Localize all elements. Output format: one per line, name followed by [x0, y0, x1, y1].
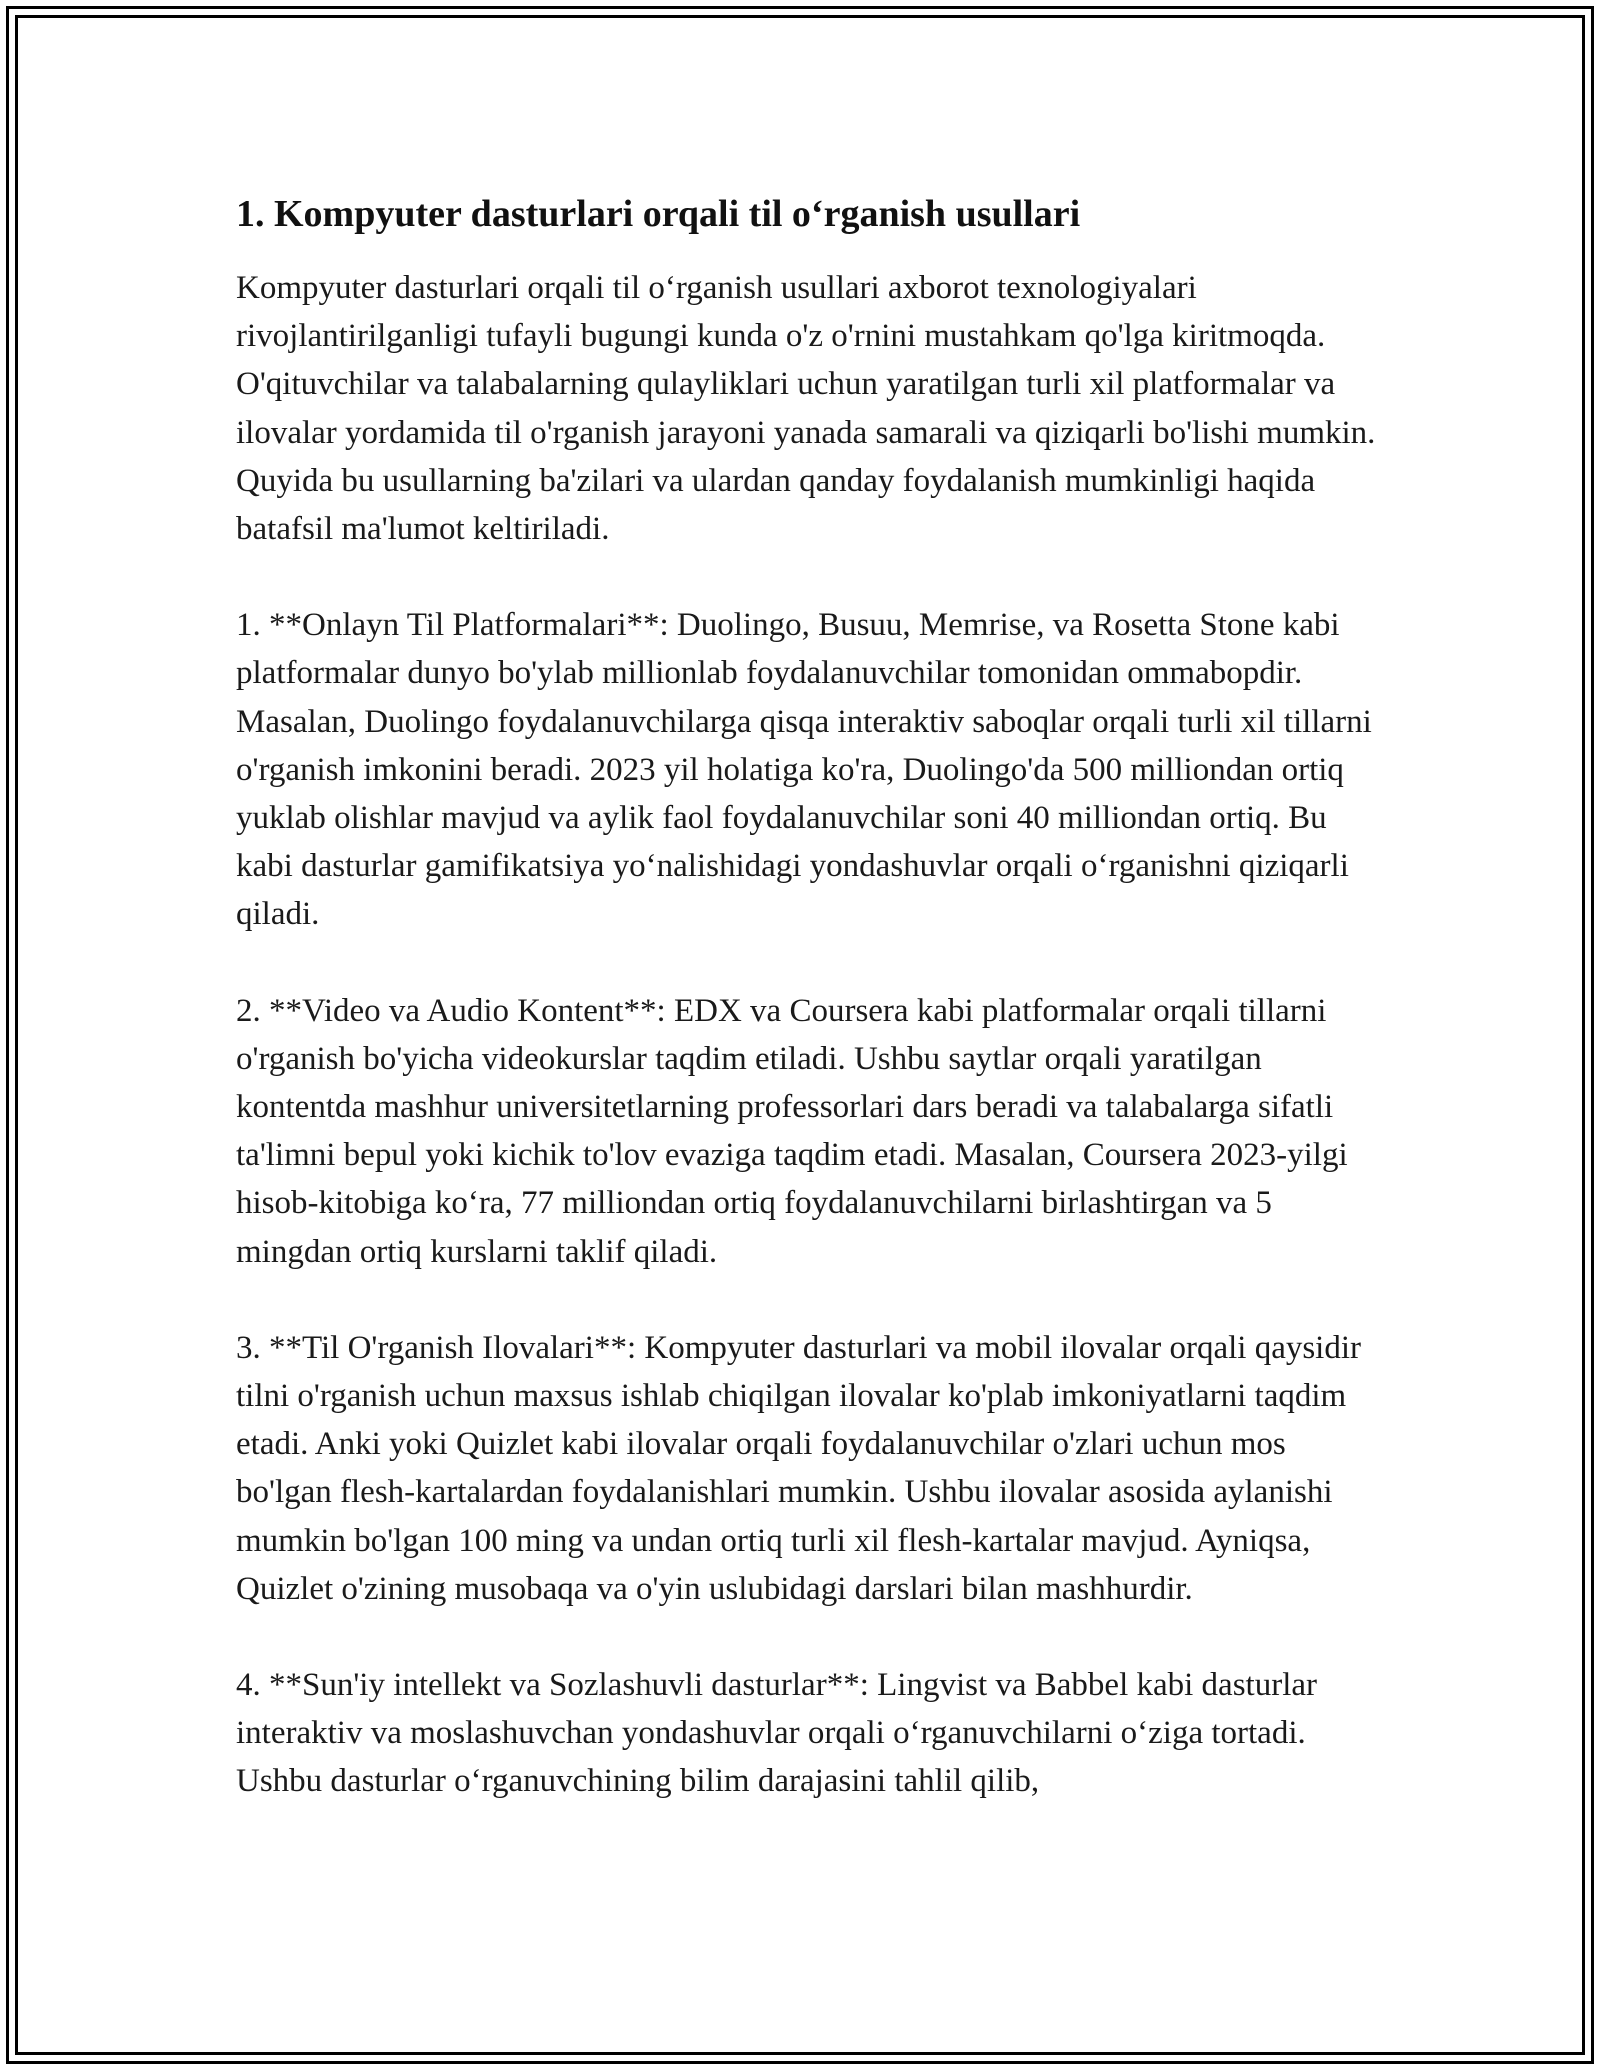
- paragraph-online-platforms: 1. **Onlayn Til Platformalari**: Duolingo, Busuu, Memrise, va Rosetta Stone kabi platformalar dunyo bo'ylab millionlab foydalanuvchilar tomonidan ommabopdir. Masalan, Duolingo foydalanuvchilarga qisqa interaktiv saboqlar orqali turli xil tillarni o'rganish imkonini beradi. 2023 yil holatiga ko'ra, Duolingo'da 500 milliondan ortiq yuklab olishlar mavjud va aylik faol foydalanuvchilar soni 40 milliondan ortiq. Bu kabi dasturlar gamifikatsiya yo‘nalishidagi yondashuvlar orqali o‘rganishni qiziqarli qiladi.: [236, 607, 1372, 933]
- paragraph-video-audio: 2. **Video va Audio Kontent**: EDX va Coursera kabi platformalar orqali tillarni o'rganish bo'yicha videokurslar taqdim etiladi. Ushbu saytlar orqali yaratilgan kontentda mashhur universitetlarning professorlari dars beradi va talabalarga sifatli ta'limni bepul yoki kichik to'lov evaziga taqdim etadi. Masalan, Coursera 2023-yilgi hisob-kitobiga ko‘ra, 77 milliondan ortiq foydalanuvchilarni birlashtirgan va 5 mingdan ortiq kurslarni taklif qiladi.: [236, 992, 1348, 1270]
- document-body: [236, 186, 1376, 1854]
- intro-paragraph: Kompyuter dasturlari orqali til o‘rganish usullari axborot texnologiyalari rivojlantirilganligi tufayli bugungi kunda o'z o'rnini mustahkam qo'lga kiritmoqda. O'qituvchilar va talabalarning qulayliklari uchun yaratilgan turli xil platformalar va ilovalar yordamida til o'rganish jarayoni yanada samarali va qiziqarli bo'lishi mumkin. Quyida bu usullarning ba'zilari va ulardan qanday foydalanish mumkinligi haqida batafsil ma'lumot keltiriladi.: [236, 270, 1376, 548]
- section-heading: 1. Kompyuter dasturlari orqali til o‘rganish usullari: [236, 193, 1081, 235]
- paragraph-learning-apps: 3. **Til O'rganish Ilovalari**: Kompyuter dasturlari va mobil ilovalar orqali qaysidir tilni o'rganish uchun maxsus ishlab chiqilgan ilovalar ko'plab imkoniyatlarni taqdim etadi. Anki yoki Quizlet kabi ilovalar orqali foydalanuvchilar o'zlari uchun mos bo'lgan flesh-kartalardan foydalanishlari mumkin. Ushbu ilovalar asosida aylanishi mumkin bo'lgan 100 ming va undan ortiq turli xil flesh-kartalar mavjud. Ayniqsa, Quizlet o'zining musobaqa va o'yin uslubidagi darslari bilan mashhurdir.: [236, 1329, 1362, 1607]
- paragraph-ai-programs: 4. **Sun'iy intellekt va Sozlashuvli dasturlar**: Lingvist va Babbel kabi dasturlar interaktiv va moslashuvchan yondashuvlar orqali o‘rganuvchilarni o‘ziga tortadi. Ushbu dasturlar o‘rganuvchining bilim darajasini tahlil qilib,: [236, 1667, 1318, 1800]
